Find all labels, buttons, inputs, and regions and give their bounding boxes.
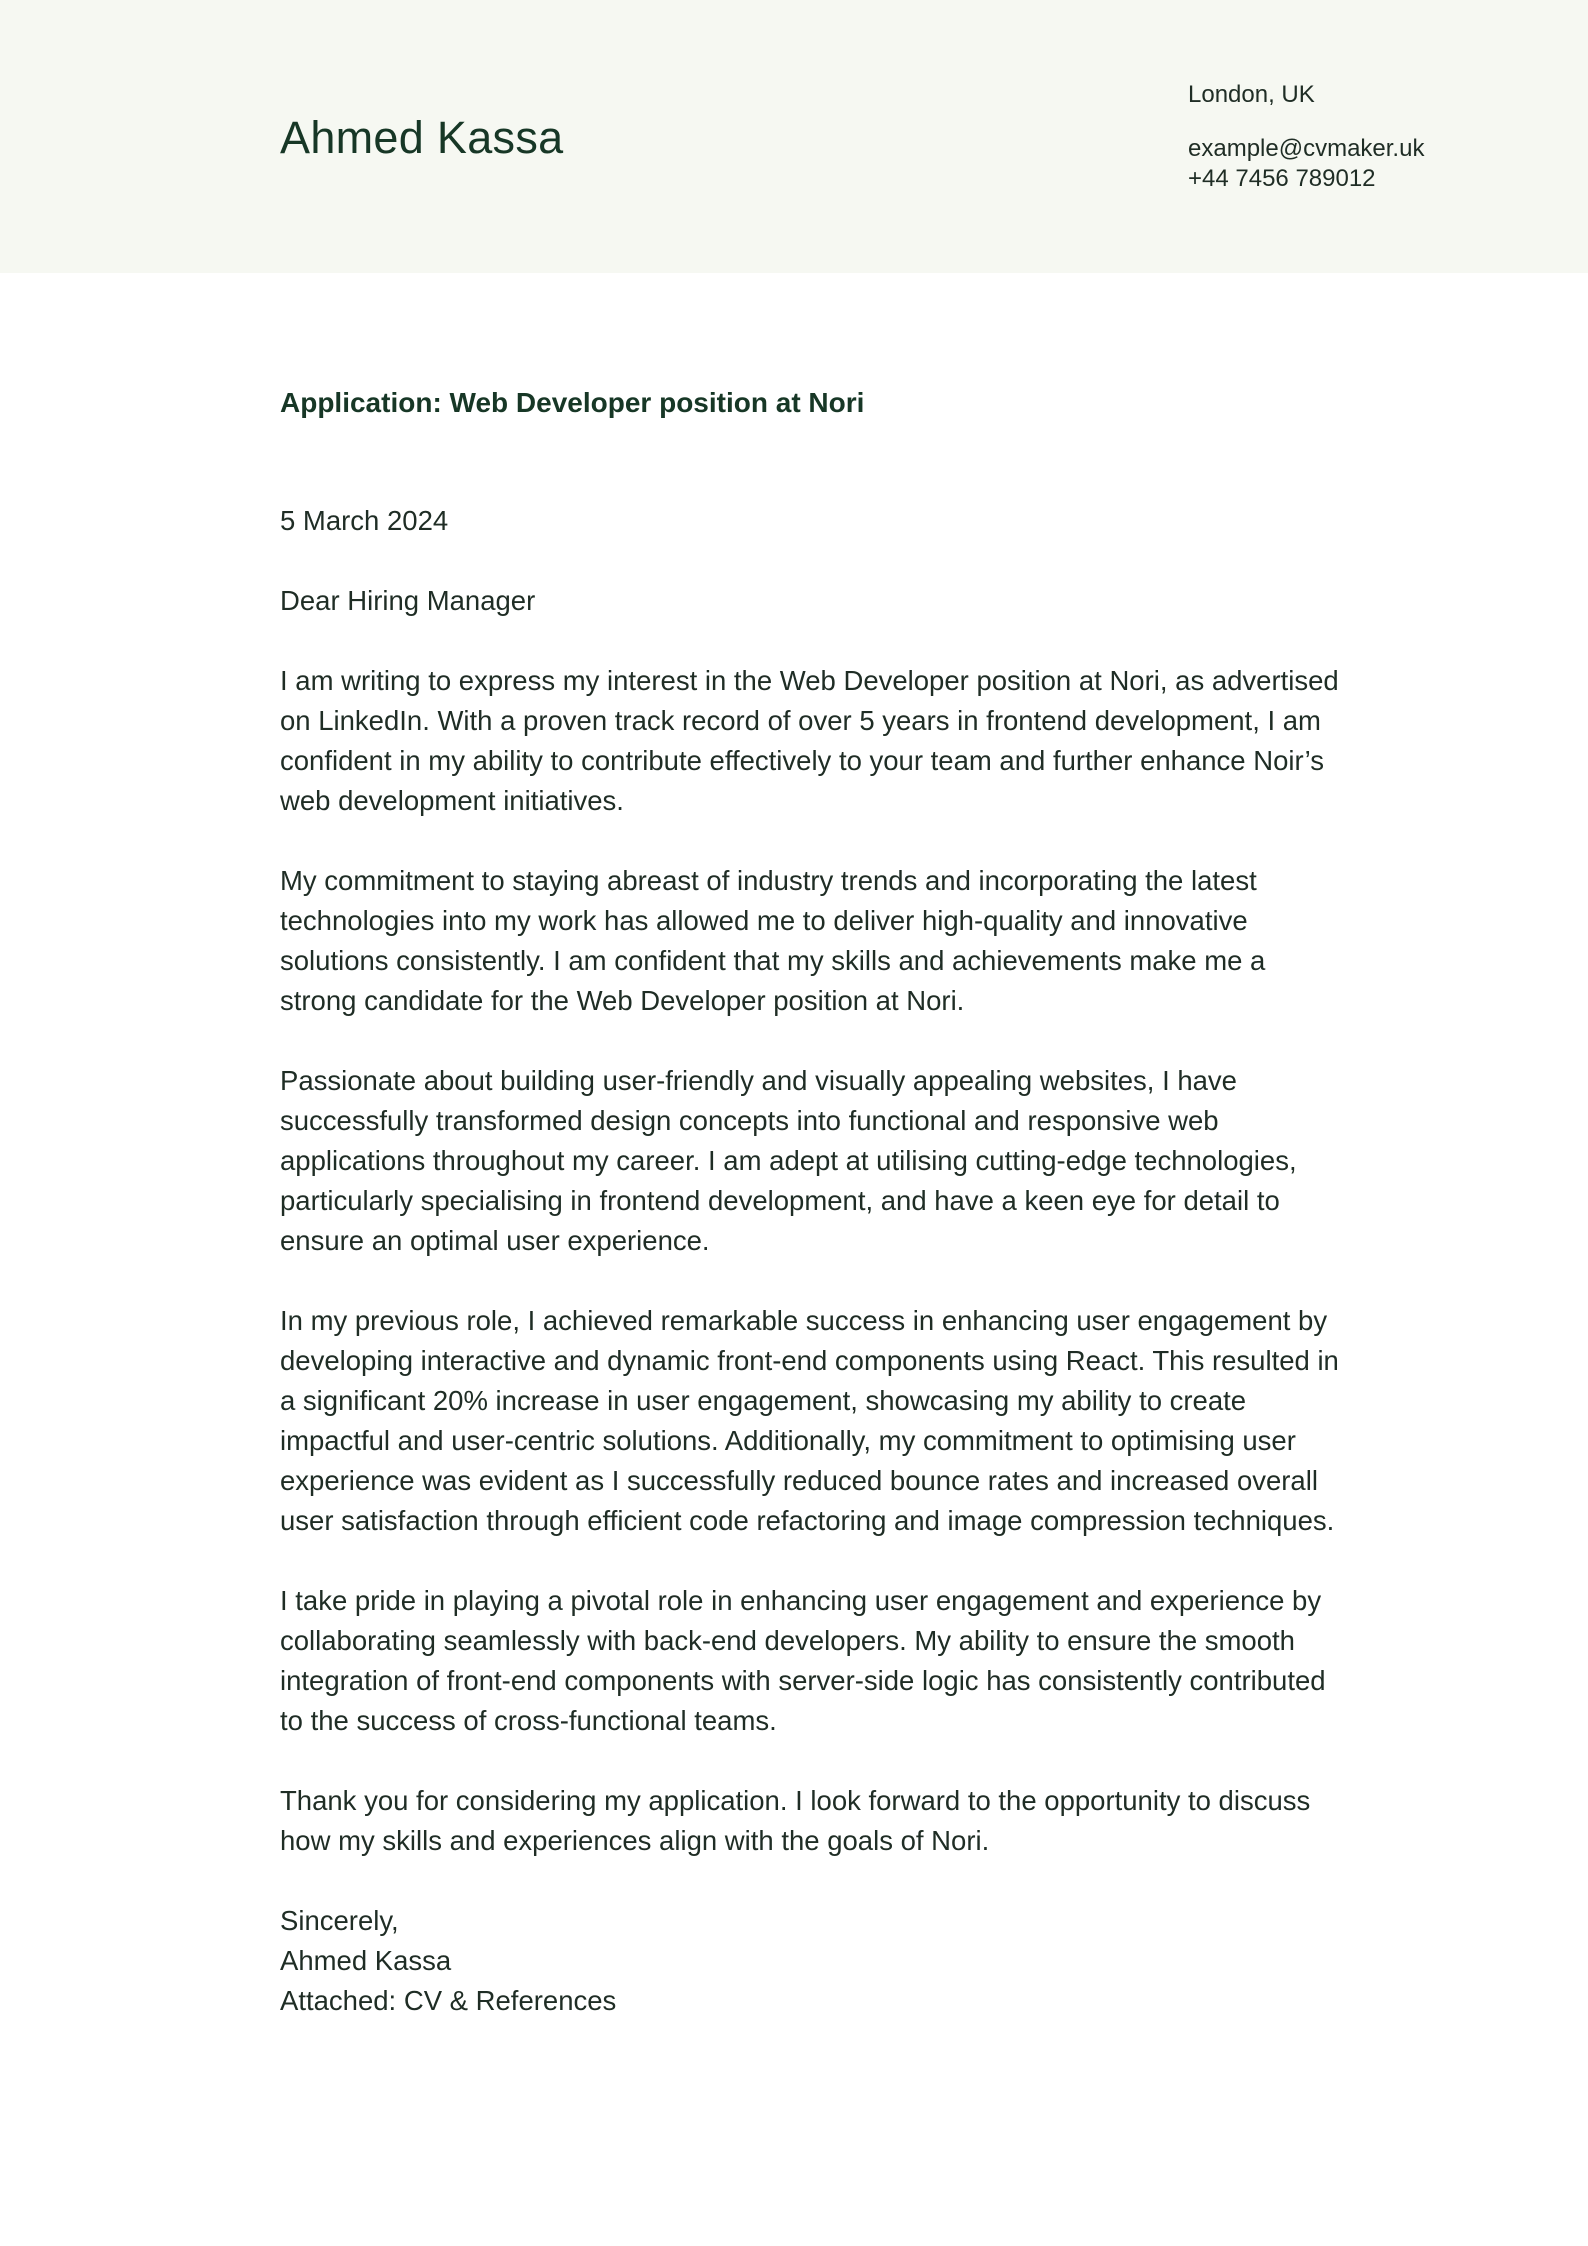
letter-body [280, 501, 1340, 2021]
contact-block [1188, 80, 1568, 194]
letter-header [0, 0, 1588, 273]
attachments: Attached: CV & References [280, 1985, 617, 2016]
signature: Ahmed Kassa [280, 1945, 452, 1976]
paragraph: My commitment to staying abreast of industry trends and incorporating the latest technologies into my work has allowed me to deliver high-quality and innovative solutions consistently. I am confident that my skills and achievements make me a strong candidate for the Web Developer position at Nori. [280, 865, 1266, 1016]
applicant-name: Ahmed Kassa [280, 112, 564, 163]
letter-subject: Application: Web Developer position at Nori [280, 387, 865, 418]
closing: Sincerely, [280, 1905, 399, 1936]
paragraph: I am writing to express my interest in the Web Developer position at Nori, as advertised on LinkedIn. With a proven track record of over 5 years in frontend development, I am confident in my ability to contribute effectively to your team and further enhance Noir’s web development initiatives. [280, 665, 1339, 816]
paragraph: In my previous role, I achieved remarkable success in enhancing user engagement by developing interactive and dynamic front-end components using React. This resulted in a significant 20% increase in user engagement, showcasing my ability to create impactful and user-centric solutions. Additionally, my commitment to optimising user experience was evident as I successfully reduced bounce rates and increased overall user satisfaction through efficient code refactoring and image compression techniques. [280, 1305, 1339, 1536]
paragraph: Thank you for considering my application. I look forward to the opportunity to discuss how my skills and experiences align with the goals of Nori. [280, 1785, 1311, 1856]
letter-date: 5 March 2024 [280, 505, 449, 536]
paragraph: Passionate about building user-friendly and visually appealing websites, I have successfully transformed design concepts into functional and responsive web applications throughout my career. I am adept at utilising cutting-edge technologies, particularly specialising in frontend development, and have a keen eye for detail to ensure an optimal user experience. [280, 1065, 1297, 1256]
email: example@cvmaker.uk [1188, 135, 1425, 162]
salutation: Dear Hiring Manager [280, 585, 536, 616]
paragraph: I take pride in playing a pivotal role in enhancing user engagement and experience by collaborating seamlessly with back-end developers. My ability to ensure the smooth integration of front-end components with server-side logic has consistently contributed to the success of cross-functional teams. [280, 1585, 1326, 1736]
phone: +44 7456 789012 [1188, 165, 1376, 192]
location: London, UK [1188, 81, 1315, 108]
